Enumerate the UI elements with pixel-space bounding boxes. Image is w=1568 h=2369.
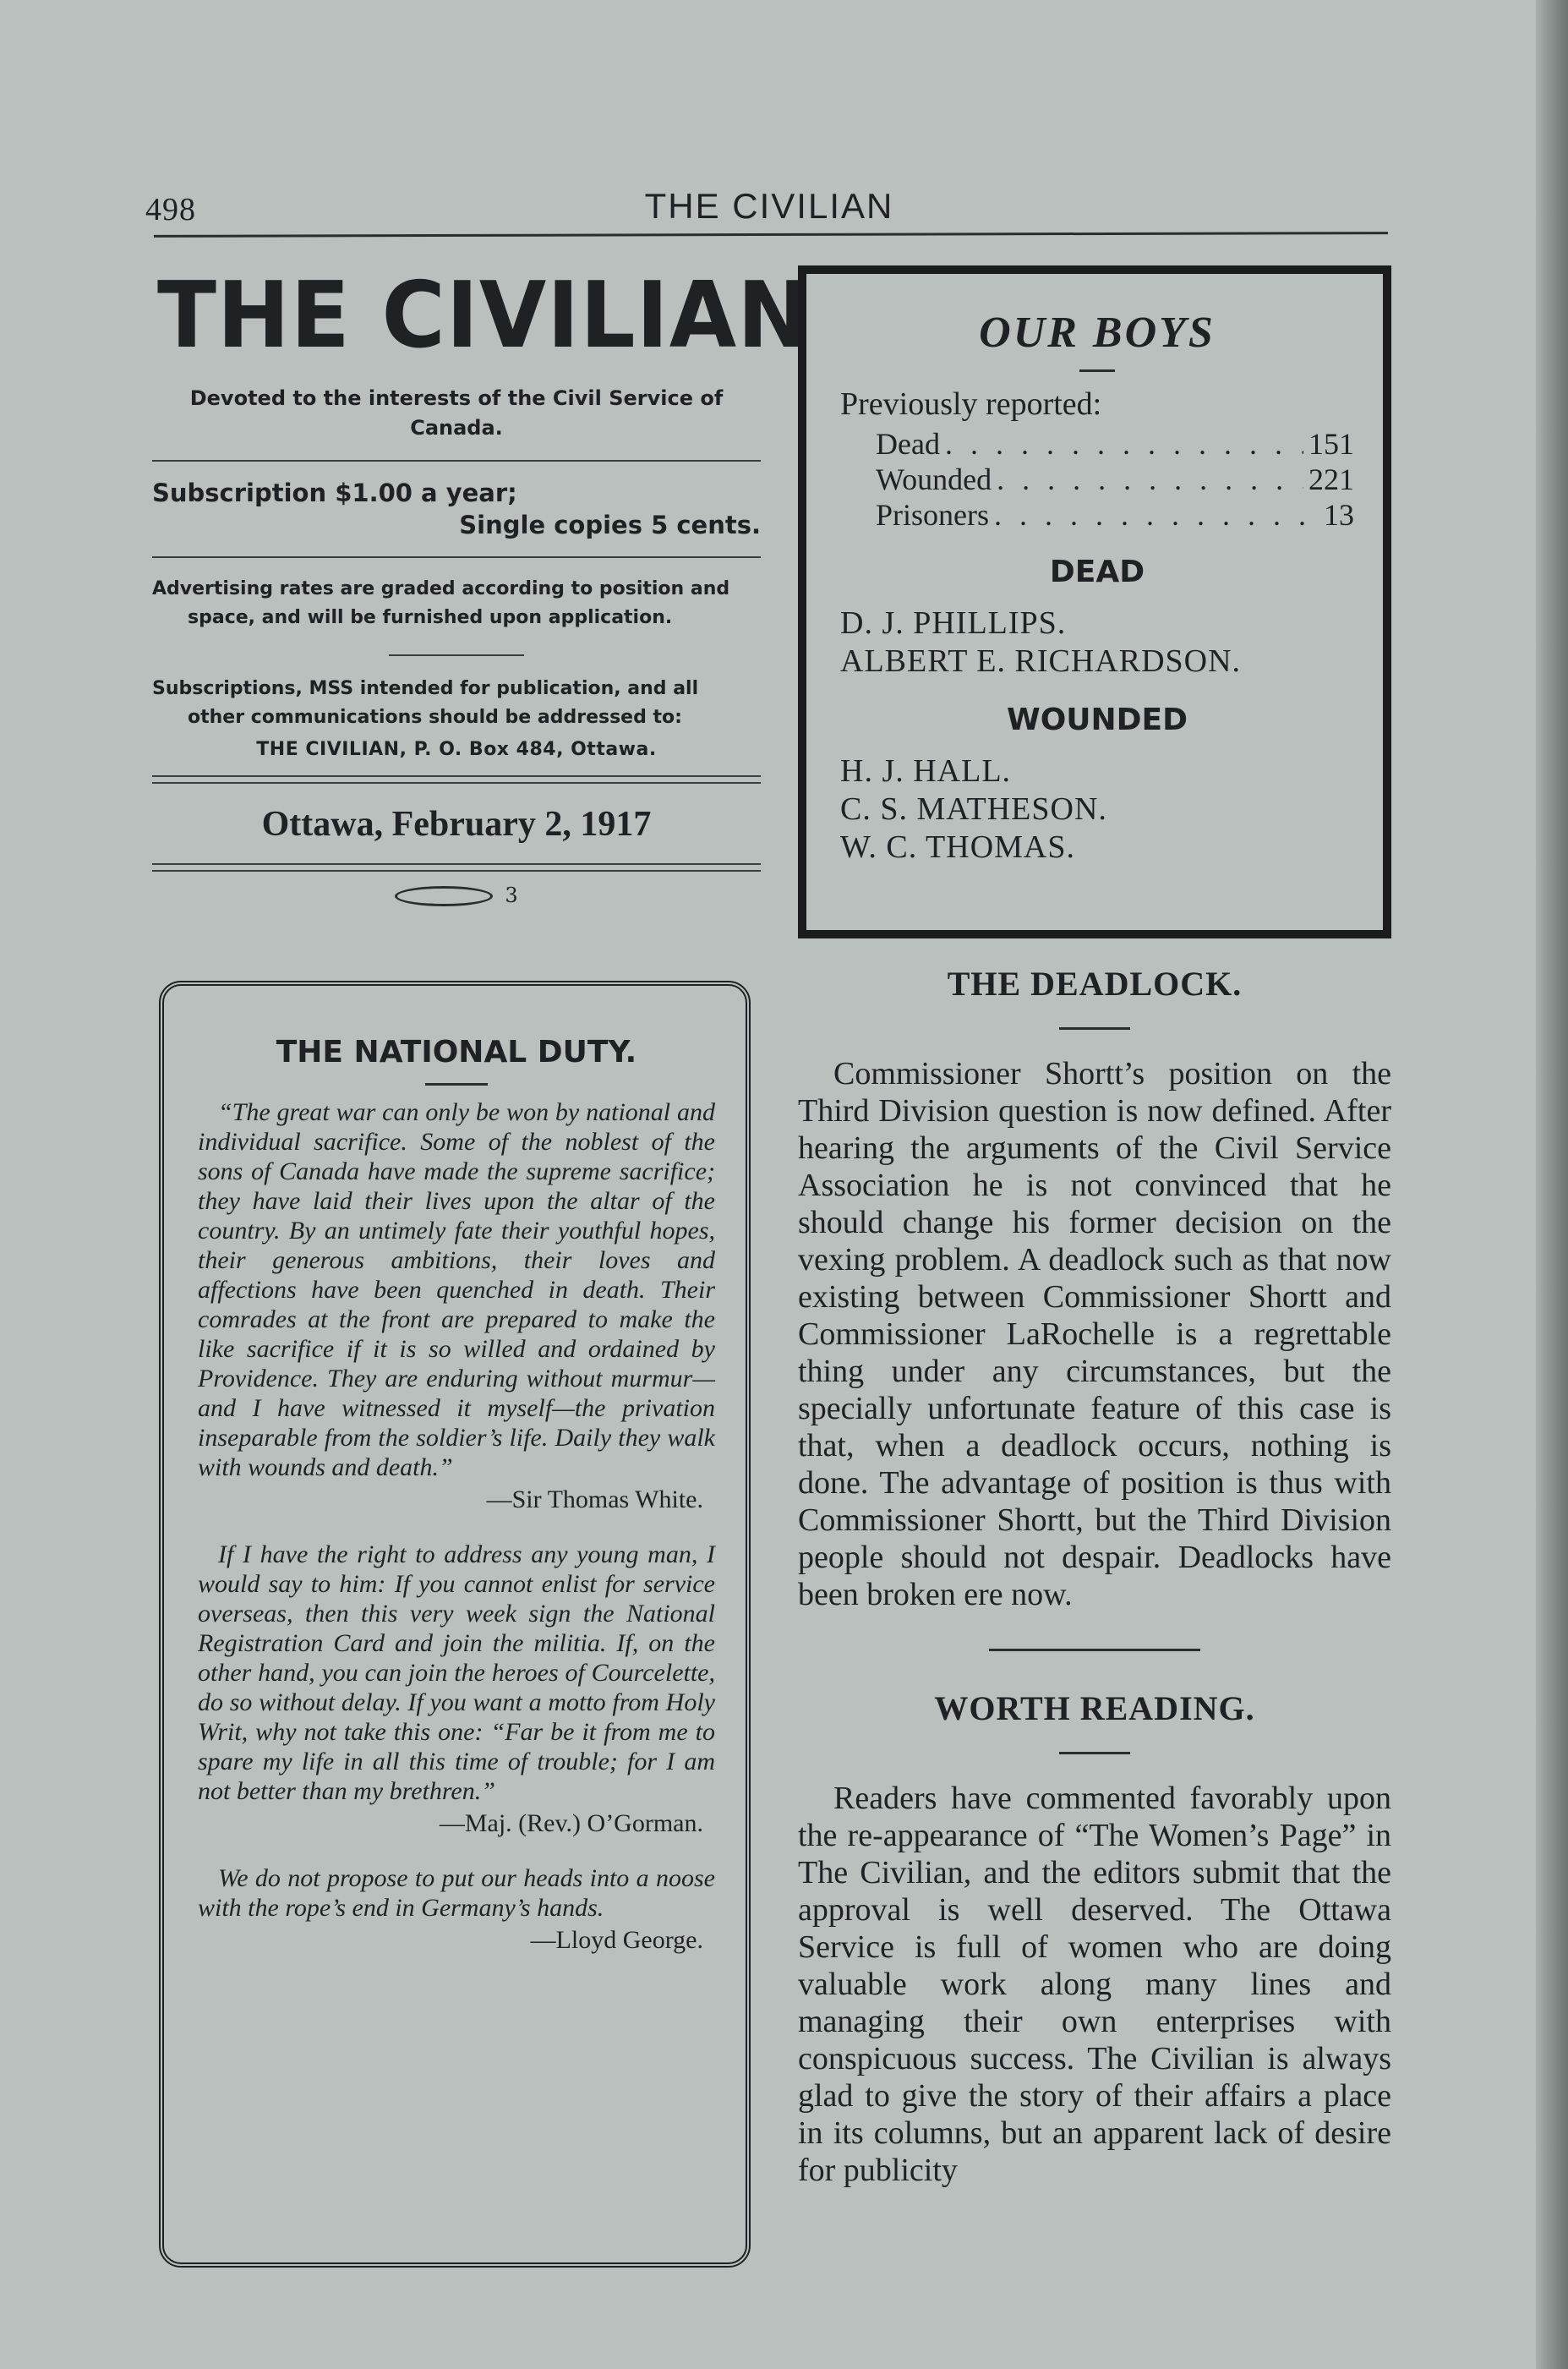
stat-label: Wounded: [876, 462, 992, 496]
issue-date: Ottawa, February 2, 1917: [261, 804, 652, 844]
separator: [1079, 369, 1115, 372]
national-duty-heading: THE NATIONAL DUTY.: [276, 1035, 637, 1070]
stat-label: Prisoners: [876, 498, 989, 532]
leader-dots: [994, 497, 1319, 533]
quote-white: “The great war can only be won by national and individual sacrifice. Some of the noblest of the sons of Canada have made the supreme sacrifice; they have laid their lives upon the altar of the country. By an untimely fate their youthful hopes, their generous ambitions, their loves and affections have been quenched in death. Their comrades at the front are prepared to make the like sacrifice if it is so willed and ordained by Providence. They are enduring without murmur—and I have witnessed it myself—the privation inseparable from the soldier’s life. Daily they walk with wounds and death.”: [198, 1098, 715, 1481]
stat-label: Dead: [876, 427, 940, 461]
national-duty-box: [159, 981, 751, 2268]
article-break: [989, 1649, 1200, 1651]
separator: [425, 1083, 488, 1086]
double-rule: [152, 863, 761, 872]
previously-reported: Previously reported:: [840, 386, 1102, 422]
advertising-note: Advertising rates are graded according to position and space, and will be furnished upon application.: [152, 577, 730, 628]
header-rule: [154, 232, 1388, 238]
page-number: 498: [145, 192, 196, 227]
deadlock-title: THE DEADLOCK.: [947, 965, 1243, 1003]
wounded-name: H. J. HALL.: [840, 753, 1012, 789]
wounded-heading: WOUNDED: [1006, 703, 1188, 737]
quote-attribution: —Sir Thomas White.: [486, 1485, 703, 1513]
stat-value: 151: [1308, 427, 1354, 461]
single-copies: Single copies 5 cents.: [459, 510, 761, 539]
ornament: [152, 884, 761, 907]
separator: [1059, 1027, 1130, 1030]
wounded-name: C. S. MATHESON.: [840, 791, 1107, 827]
quote-attribution: —Maj. (Rev.) O’Gorman.: [439, 1809, 703, 1837]
subscriptions-note: Subscriptions, MSS intended for publication, and all other communications should be addressed to:: [152, 677, 699, 728]
paper-name: THE CIVILIAN: [157, 263, 811, 369]
stat-value: 13: [1324, 498, 1354, 532]
quote-attribution: —Lloyd George.: [530, 1926, 703, 1954]
leader-dots: [997, 462, 1303, 497]
short-rule: [389, 654, 524, 656]
separator: [1059, 1752, 1130, 1754]
quote-ogorman: If I have the right to address any young man, I would say to him: If you cannot enlist for service overseas, then this very week sign the National Registration Card and join the militia. If, on the other hand, you can join the heroes of Courcelette, do so without delay. If you want a motto from Holy Writ, why not take this one: “Far be it from me to spare my life in all this time of trouble; for I am not better than my brethren.”: [198, 1540, 715, 1805]
right-articles: [798, 964, 1391, 2189]
rule: [152, 556, 761, 558]
stat-value: 221: [1308, 462, 1354, 496]
devoted-line: Devoted to the interests of the Civil Service of Canada.: [189, 386, 724, 440]
page-edge: [1536, 0, 1568, 2369]
double-rule: [152, 775, 761, 784]
wounded-name: W. C. THOMAS.: [840, 829, 1075, 865]
stat-row: [840, 462, 1354, 497]
rule: [152, 460, 761, 462]
quote-lloyd-george: We do not propose to put our heads into a noose with the rope’s end in Germany’s hands.: [198, 1864, 715, 1922]
ornament-number: 3: [505, 883, 518, 907]
our-boys-title: OUR BOYS: [979, 309, 1216, 357]
dead-heading: DEAD: [1049, 555, 1145, 589]
masthead: [152, 263, 811, 907]
deadlock-body: Commissioner Shortt’s position on the Third Division question is now defined. After hearing the arguments of the Civil Service Association he is not convinced that he should change his former decision on the vexing problem. A deadlock such as that now existing between Commissioner Shortt and Commissioner LaRochelle is a regrettable thing under any circumstances, but the specially unfortunate feature of this case is that, when a deadlock occurs, nothing is done. The advantage of position is thus with Commissioner Shortt, but the Third Division people should not despair. Deadlocks have been broken ere now.: [798, 1056, 1391, 1612]
dead-name: ALBERT E. RICHARDSON.: [840, 643, 1242, 679]
ornament-icon: [395, 886, 493, 906]
stat-row: [840, 497, 1354, 533]
running-header: THE CIVILIAN: [644, 186, 894, 226]
leader-dots: [945, 426, 1303, 462]
worth-reading-body: Readers have commented favorably upon the re-appearance of “The Women’s Page” in The Civilian, and the editors submit that the approval is well deserved. The Ottawa Service is full of women who are doing valuable work along many lines and managing their own enterprises with conspicuous success. The Civilian is always glad to give the story of their affairs a place in its columns, but an apparent lack of desire for publicity: [798, 1781, 1391, 2188]
our-boys-box: [798, 265, 1391, 938]
subscription-price: Subscription $1.00 a year;: [152, 478, 517, 507]
postal-address: THE CIVILIAN, P. O. Box 484, Ottawa.: [256, 738, 657, 760]
worth-reading-title: WORTH READING.: [934, 1689, 1255, 1727]
dead-name: D. J. PHILLIPS.: [840, 605, 1067, 641]
stat-row: [840, 426, 1354, 462]
